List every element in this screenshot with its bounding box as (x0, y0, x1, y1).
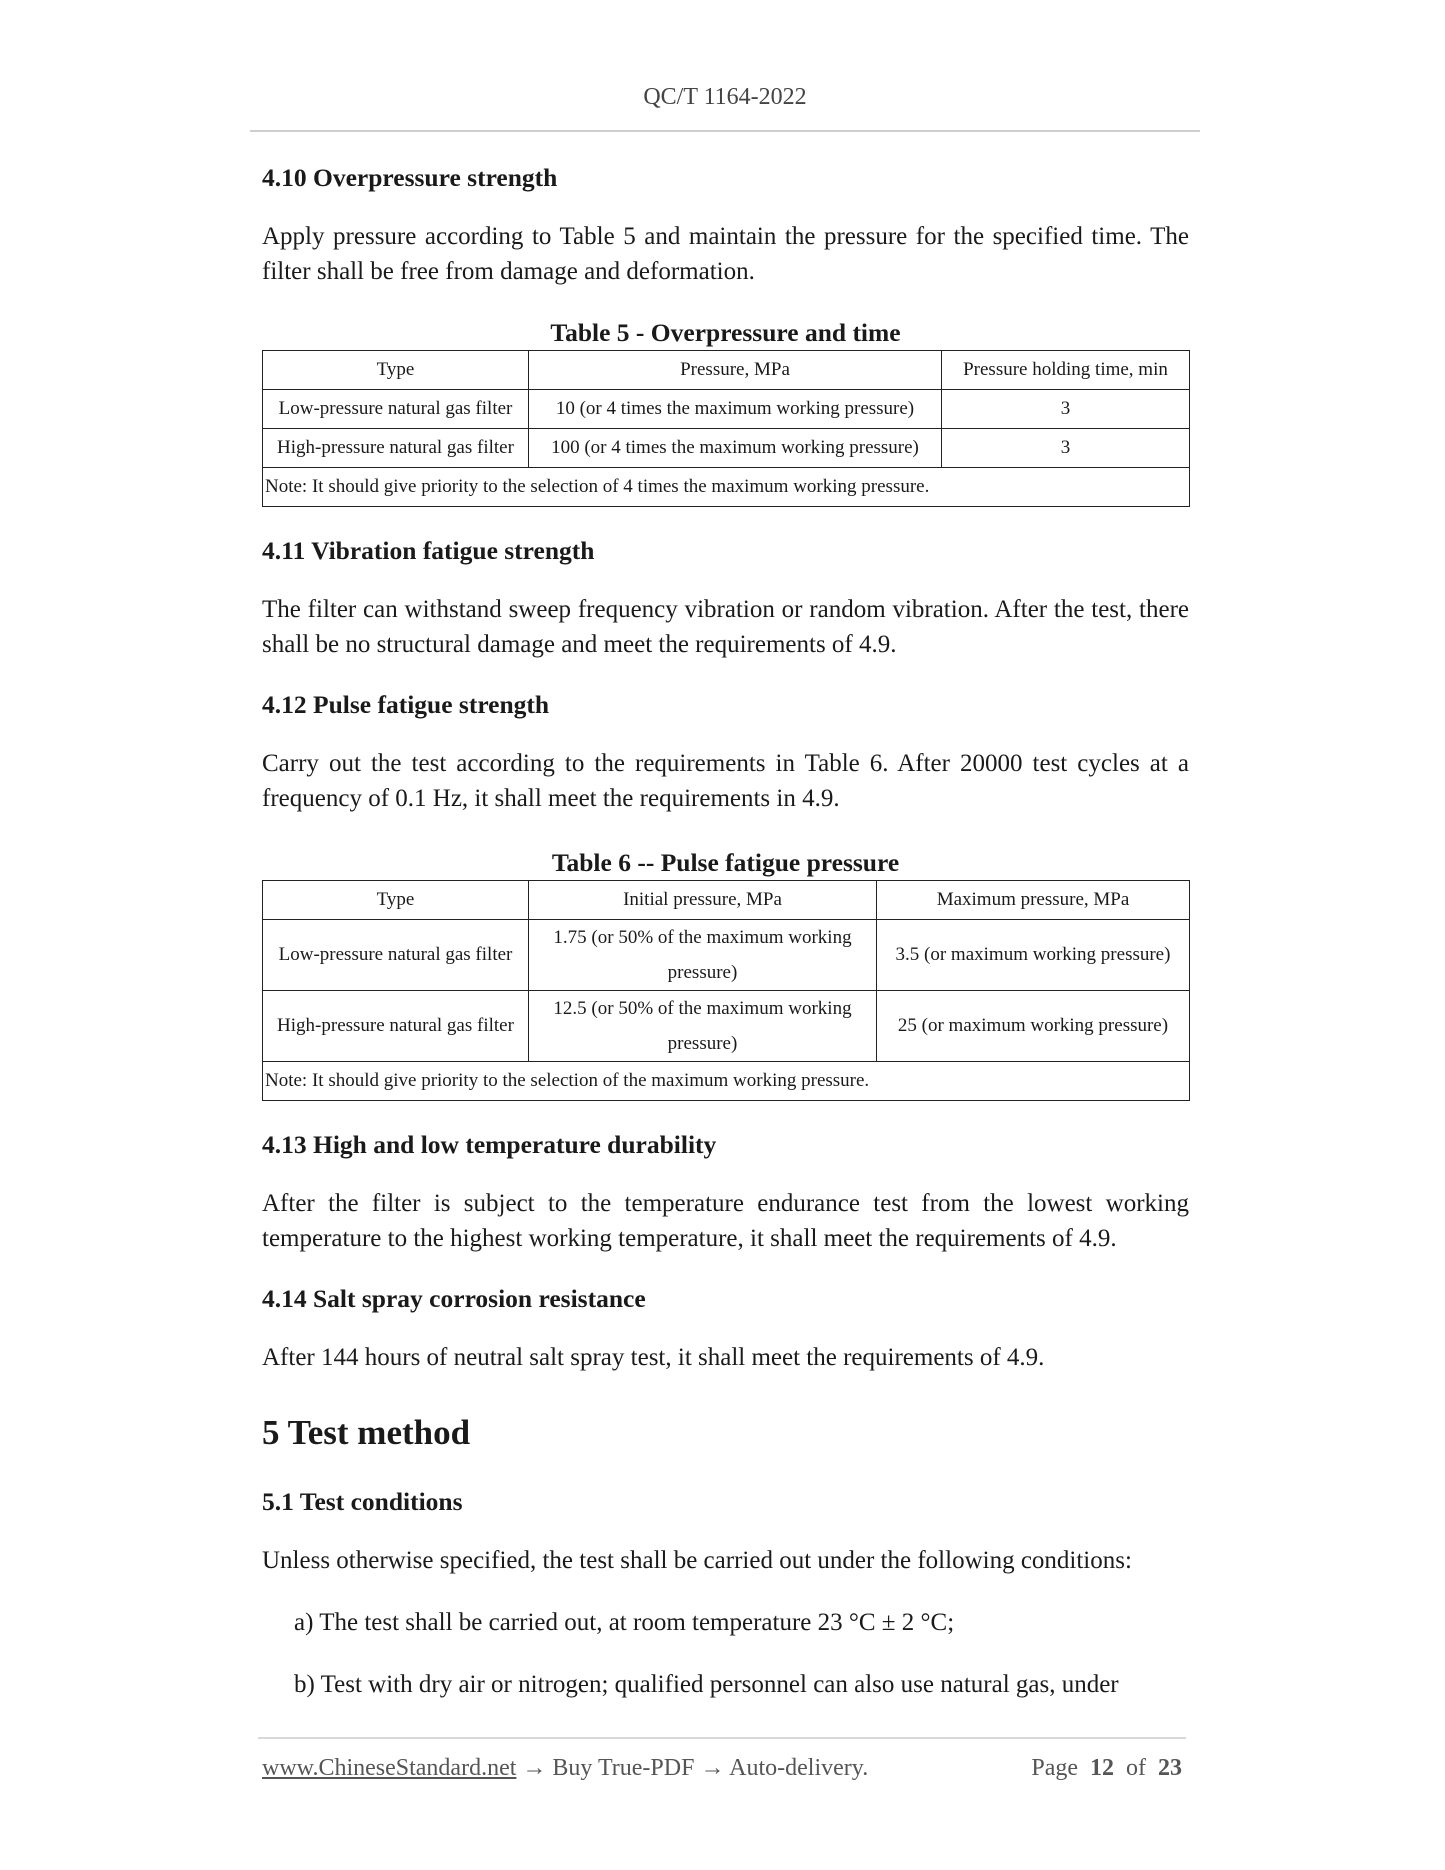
table-cell: Low-pressure natural gas filter (263, 390, 529, 429)
list-item-b: b) Test with dry air or nitrogen; qualified personnel can also use natural gas, under (294, 1671, 1119, 1698)
table-row (263, 920, 1190, 991)
section-4-12-body: Carry out the test according to the requirements in Table 6. After 20000 test cycles at a frequency of 0.1 Hz, it shall meet the requirements in 4.9. (262, 750, 1189, 812)
table-6 (262, 880, 1190, 1101)
table-5-caption: Table 5 - Overpressure and time (550, 318, 901, 347)
header-divider (250, 130, 1200, 132)
page-indicator (1031, 1755, 1182, 1782)
table-row (263, 390, 1190, 429)
table-cell: High-pressure natural gas filter (263, 429, 529, 468)
table-6-note: Note: It should give priority to the selection of the maximum working pressure. (263, 1062, 1190, 1101)
section-4-12-heading: 4.12 Pulse fatigue strength (262, 690, 550, 719)
buy-pdf-text: Buy True-PDF (552, 1755, 695, 1781)
section-4-10-heading: 4.10 Overpressure strength (262, 163, 558, 192)
section-5-1-heading: 5.1 Test conditions (262, 1487, 463, 1516)
header-cell-type: Type (263, 351, 529, 390)
table-cell: Low-pressure natural gas filter (263, 920, 529, 991)
page-label: Page (1031, 1755, 1078, 1781)
table-cell: 10 (or 4 times the maximum working pressure) (529, 390, 942, 429)
table-cell: 100 (or 4 times the maximum working pressure) (529, 429, 942, 468)
auto-delivery-text: Auto-delivery. (729, 1755, 869, 1781)
table-cell: 3 (942, 390, 1190, 429)
header-cell-holding-time: Pressure holding time, min (942, 351, 1190, 390)
table-6-caption: Table 6 -- Pulse fatigue pressure (551, 848, 900, 877)
table-note-row (263, 468, 1190, 507)
page-header: QC/T 1164-2022 (643, 84, 807, 110)
page-footer (262, 1755, 1182, 1782)
section-4-11-heading: 4.11 Vibration fatigue strength (262, 536, 595, 565)
table-5 (262, 350, 1190, 507)
table-row (263, 991, 1190, 1062)
section-4-13-body: After the filter is subject to the temperature endurance test from the lowest working temperature to the highest working temperature, it shall meet the requirements of 4.9. (262, 1190, 1189, 1252)
arrow-right-icon: → (700, 1755, 725, 1781)
section-5-1-body: Unless otherwise specified, the test shall be carried out under the following conditions: (262, 1547, 1132, 1574)
chapter-5-heading: 5 Test method (262, 1413, 471, 1452)
header-cell-maximum-pressure: Maximum pressure, MPa (877, 881, 1190, 920)
section-4-14-body: After 144 hours of neutral salt spray test, it shall meet the requirements of 4.9. (262, 1344, 1045, 1371)
table-cell: 12.5 (or 50% of the maximum working pressure) (529, 991, 877, 1062)
table-cell: High-pressure natural gas filter (263, 991, 529, 1062)
of-label: of (1126, 1755, 1146, 1781)
site-link[interactable]: www.ChineseStandard.net (262, 1755, 517, 1781)
page-number: 12 (1090, 1755, 1114, 1781)
section-4-10-body: Apply pressure according to Table 5 and maintain the pressure for the specified time. The filter shall be free from damage and deformation. (262, 223, 1189, 285)
header-cell-pressure: Pressure, MPa (529, 351, 942, 390)
table-5-note: Note: It should give priority to the selection of 4 times the maximum working pressure. (263, 468, 1190, 507)
document-body (262, 158, 1189, 1702)
table-cell: 3 (942, 429, 1190, 468)
section-4-11-body: The filter can withstand sweep frequency vibration or random vibration. After the test, there shall be no structural damage and meet the requirements of 4.9. (262, 596, 1189, 658)
table-row (263, 429, 1190, 468)
footer-divider (258, 1737, 1186, 1739)
page-total: 23 (1158, 1755, 1182, 1781)
list-item-a: a) The test shall be carried out, at room temperature 23 °C ± 2 °C; (294, 1609, 955, 1636)
arrow-right-icon: → (522, 1755, 547, 1781)
table-header-row (263, 351, 1190, 390)
table-cell: 1.75 (or 50% of the maximum working pressure) (529, 920, 877, 991)
table-note-row (263, 1062, 1190, 1101)
section-4-13-heading: 4.13 High and low temperature durability (262, 1130, 717, 1159)
table-cell: 25 (or maximum working pressure) (877, 991, 1190, 1062)
header-cell-initial-pressure: Initial pressure, MPa (529, 881, 877, 920)
table-header-row (263, 881, 1190, 920)
table-cell: 3.5 (or maximum working pressure) (877, 920, 1190, 991)
section-4-14-heading: 4.14 Salt spray corrosion resistance (262, 1284, 646, 1313)
header-cell-type: Type (263, 881, 529, 920)
